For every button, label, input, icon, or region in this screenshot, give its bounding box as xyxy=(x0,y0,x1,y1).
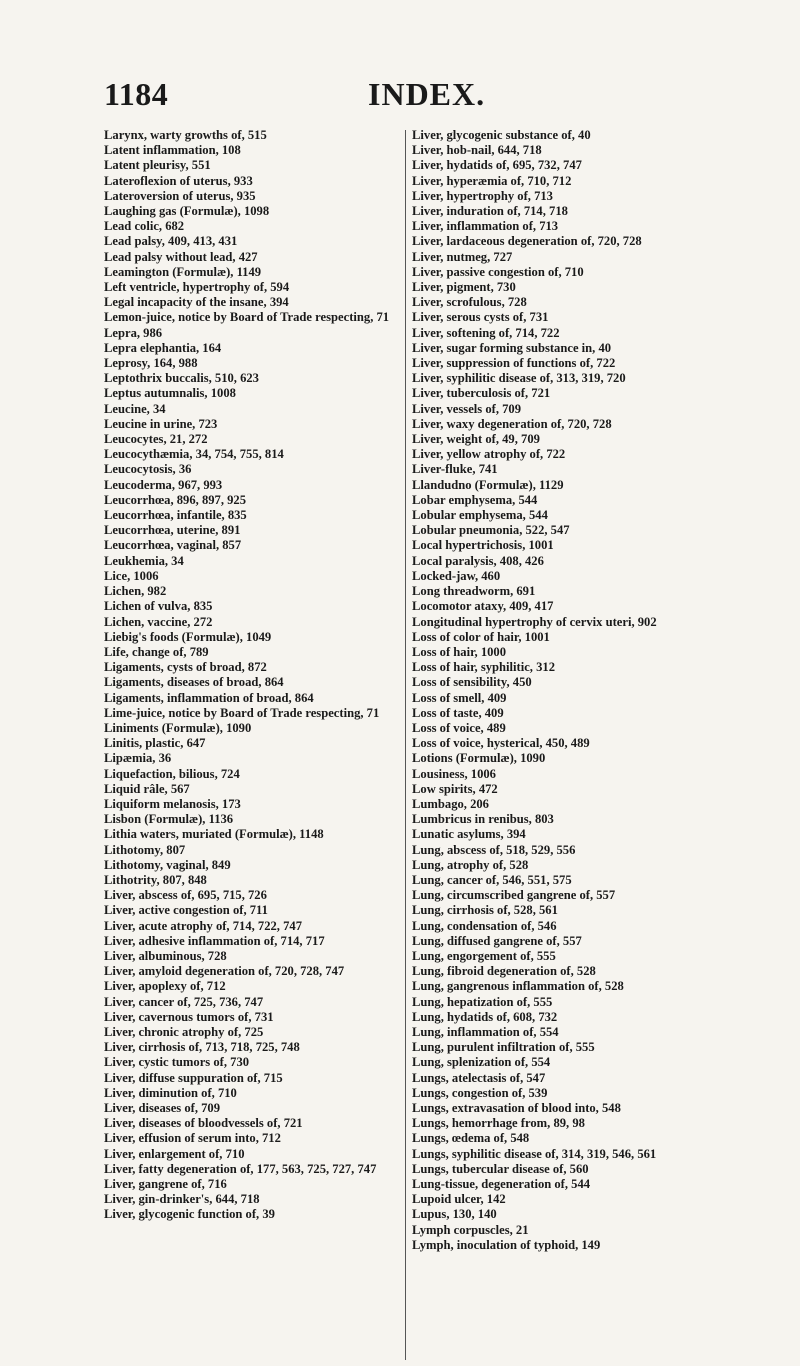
index-entry: Lung, hydatids of, 608, 732 xyxy=(412,1009,558,1024)
index-entry: Leamington (Formulæ), 1149 xyxy=(104,264,262,279)
index-entry: Lungs, tubercular disease of, 560 xyxy=(412,1161,589,1176)
index-entry: Loss of taste, 409 xyxy=(412,705,504,720)
index-entry: Liver, scrofulous, 728 xyxy=(412,295,527,310)
index-entry: Lung, diffused gangrene of, 557 xyxy=(412,933,582,948)
index-entry: Lung, engorgement of, 555 xyxy=(412,948,556,963)
index-entry: Liver, glycogenic substance of, 40 xyxy=(412,128,591,142)
index-entry: Larynx, warty growths of, 515 xyxy=(104,128,267,142)
index-entry: Lung, purulent infiltration of, 555 xyxy=(412,1040,595,1055)
index-entry: Liver-fluke, 741 xyxy=(412,462,498,477)
index-entry: Lobar emphysema, 544 xyxy=(412,492,538,507)
index-entry: Lungs, syphilitic disease of, 314, 319, 546, 561 xyxy=(412,1146,657,1161)
index-entry: Lemon-juice, notice by Board of Trade respecting, 71 xyxy=(104,310,390,325)
index-entry: Liver, tuberculosis of, 721 xyxy=(412,386,551,401)
index-entry: Ligaments, inflammation of broad, 864 xyxy=(104,690,314,705)
index-entry: Leptus autumnalis, 1008 xyxy=(104,386,236,401)
index-entry: Local paralysis, 408, 426 xyxy=(412,553,544,568)
index-entry: Liver, waxy degeneration of, 720, 728 xyxy=(412,416,612,431)
index-entry: Liver, enlargement of, 710 xyxy=(104,1146,245,1161)
index-entry: Leucocythæmia, 34, 754, 755, 814 xyxy=(104,447,284,462)
index-entry: Liver, effusion of serum into, 712 xyxy=(104,1131,281,1146)
page-number: 1184 xyxy=(104,76,169,112)
index-entry: Liver, apoplexy of, 712 xyxy=(104,979,226,994)
index-entry: Lithotrity, 807, 848 xyxy=(104,872,207,887)
index-entry: Lunatic asylums, 394 xyxy=(412,827,526,842)
index-entry: Liver, sugar forming substance in, 40 xyxy=(412,340,612,355)
index-entry: Liver, albuminous, 728 xyxy=(104,948,227,963)
index-entry: Liver, cancer of, 725, 736, 747 xyxy=(104,994,264,1009)
index-entry: Liebig's foods (Formulæ), 1049 xyxy=(104,629,272,644)
index-entry: Life, change of, 789 xyxy=(104,644,209,659)
index-entry: Liver, hyperæmia of, 710, 712 xyxy=(412,173,572,188)
index-entry: Liver, active congestion of, 711 xyxy=(104,903,268,918)
index-entry: Legal incapacity of the insane, 394 xyxy=(104,295,289,310)
index-entry: Leukhemia, 34 xyxy=(104,553,184,568)
column-divider xyxy=(405,130,406,1360)
index-entry: Loss of smell, 409 xyxy=(412,690,507,705)
index-entry: Lotions (Formulæ), 1090 xyxy=(412,751,546,766)
index-entry: Lung, cancer of, 546, 551, 575 xyxy=(412,872,572,887)
index-entry: Liver, amyloid degeneration of, 720, 728, 747 xyxy=(104,964,345,979)
index-entry: Loss of sensibility, 450 xyxy=(412,675,532,690)
index-entry: Liver, softening of, 714, 722 xyxy=(412,325,560,340)
index-entry: Laughing gas (Formulæ), 1098 xyxy=(104,204,270,219)
index-entry: Left ventricle, hypertrophy of, 594 xyxy=(104,280,290,295)
index-entry: Liver, glycogenic function of, 39 xyxy=(104,1207,275,1222)
index-entry: Low spirits, 472 xyxy=(412,781,498,796)
index-entry: Lung, splenization of, 554 xyxy=(412,1055,551,1070)
index-entry: Lumbricus in renibus, 803 xyxy=(412,812,554,827)
index-entry: Liver, diminution of, 710 xyxy=(104,1085,237,1100)
index-entry: Lead palsy, 409, 413, 431 xyxy=(104,234,238,249)
index-entry: Liver, gangrene of, 716 xyxy=(104,1177,227,1192)
index-entry: Liver, lardaceous degeneration of, 720, 728 xyxy=(412,234,642,249)
index-entry: Liver, serous cysts of, 731 xyxy=(412,310,549,325)
index-entry: Liver, pigment, 730 xyxy=(412,280,516,295)
index-entry: Locomotor ataxy, 409, 417 xyxy=(412,599,554,614)
index-entry: Loss of hair, syphilitic, 312 xyxy=(412,660,555,675)
index-entry: Lupus, 130, 140 xyxy=(412,1207,497,1222)
index-entry: Leucorrhœa, infantile, 835 xyxy=(104,508,247,523)
index-entry: Local hypertrichosis, 1001 xyxy=(412,538,554,553)
index-entry: Liver, cirrhosis of, 713, 718, 725, 748 xyxy=(104,1040,300,1055)
index-entry: Leucine in urine, 723 xyxy=(104,416,218,431)
index-entry: Leptothrix buccalis, 510, 623 xyxy=(104,371,259,386)
page-header xyxy=(0,76,800,116)
index-entry: Lice, 1006 xyxy=(104,568,159,583)
index-entry: Liver, chronic atrophy of, 725 xyxy=(104,1024,264,1039)
index-entry: Lungs, congestion of, 539 xyxy=(412,1085,548,1100)
index-entry: Liver, induration of, 714, 718 xyxy=(412,204,568,219)
index-entry: Lung, atrophy of, 528 xyxy=(412,857,529,872)
page-title: INDEX. xyxy=(368,76,486,112)
index-entry: Leucocytes, 21, 272 xyxy=(104,432,208,447)
index-entry: Lobular pneumonia, 522, 547 xyxy=(412,523,570,538)
index-entry: Ligaments, diseases of broad, 864 xyxy=(104,675,284,690)
index-entry: Liver, acute atrophy of, 714, 722, 747 xyxy=(104,918,302,933)
index-entry: Liver, hypertrophy of, 713 xyxy=(412,188,553,203)
index-entry: Lung, inflammation of, 554 xyxy=(412,1024,559,1039)
index-entry: Loss of hair, 1000 xyxy=(412,644,507,659)
index-column-right xyxy=(412,128,712,1253)
index-entry: Liver, vessels of, 709 xyxy=(412,401,522,416)
index-entry: Leucine, 34 xyxy=(104,401,166,416)
index-entry: Lupoid ulcer, 142 xyxy=(412,1192,506,1207)
index-entry: Leucocytosis, 36 xyxy=(104,462,192,477)
index-column-left xyxy=(104,128,400,1223)
index-entry: Lime-juice, notice by Board of Trade respecting, 71 xyxy=(104,705,380,720)
index-entry: Leucorrhœa, uterine, 891 xyxy=(104,523,241,538)
index-entry: Liver, passive congestion of, 710 xyxy=(412,264,584,279)
index-entry: Lungs, extravasation of blood into, 548 xyxy=(412,1101,621,1115)
index-entry: Lepra elephantia, 164 xyxy=(104,340,222,355)
index-entry: Lateroflexion of uterus, 933 xyxy=(104,173,253,188)
index-entry: Lichen of vulva, 835 xyxy=(104,599,213,614)
index-entry: Lymph, inoculation of typhoid, 149 xyxy=(412,1237,601,1252)
index-entry: Lichen, vaccine, 272 xyxy=(104,614,213,629)
index-entry: Loss of voice, 489 xyxy=(412,720,506,735)
index-entry: Lymph corpuscles, 21 xyxy=(412,1222,529,1237)
index-entry: Liquid râle, 567 xyxy=(104,781,190,796)
index-entry: Lung, abscess of, 518, 529, 556 xyxy=(412,842,576,857)
index-entry: Lung, fibroid degeneration of, 528 xyxy=(412,964,596,979)
index-entry: Liquiform melanosis, 173 xyxy=(104,796,241,811)
index-entry: Loss of color of hair, 1001 xyxy=(412,629,550,644)
index-entry: Lungs, œdema of, 548 xyxy=(412,1131,530,1146)
index-entry: Lithia waters, muriated (Formulæ), 1148 xyxy=(104,827,324,842)
index-entry: Loss of voice, hysterical, 450, 489 xyxy=(412,736,590,751)
index-entry: Liver, gin-drinker's, 644, 718 xyxy=(104,1192,260,1207)
index-entry: Lead palsy without lead, 427 xyxy=(104,249,258,264)
index-entry: Liver, cavernous tumors of, 731 xyxy=(104,1009,274,1024)
index-entry: Lung, hepatization of, 555 xyxy=(412,994,553,1009)
index-entry: Liver, hydatids of, 695, 732, 747 xyxy=(412,158,582,173)
index-entry: Ligaments, cysts of broad, 872 xyxy=(104,660,267,675)
index-entry: Locked-jaw, 460 xyxy=(412,568,501,583)
index-entry: Liver, weight of, 49, 709 xyxy=(412,432,540,447)
index-entry: Lung-tissue, degeneration of, 544 xyxy=(412,1177,591,1192)
index-entry: Lungs, hemorrhage from, 89, 98 xyxy=(412,1116,585,1131)
index-entry: Liniments (Formulæ), 1090 xyxy=(104,720,252,735)
index-entry: Lobular emphysema, 544 xyxy=(412,508,548,523)
index-entry: Liver, diseases of, 709 xyxy=(104,1101,221,1115)
index-entry: Leucoderma, 967, 993 xyxy=(104,477,223,492)
index-entry: Liver, cystic tumors of, 730 xyxy=(104,1055,250,1070)
index-entry: Liver, hob-nail, 644, 718 xyxy=(412,143,542,158)
index-entry: Liver, yellow atrophy of, 722 xyxy=(412,447,566,462)
index-entry: Lead colic, 682 xyxy=(104,219,185,234)
index-entry: Lisbon (Formulæ), 1136 xyxy=(104,812,234,827)
index-entry: Liver, syphilitic disease of, 313, 319, 720 xyxy=(412,371,626,386)
index-entry: Lung, cirrhosis of, 528, 561 xyxy=(412,903,558,918)
index-entry: Liver, diffuse suppuration of, 715 xyxy=(104,1070,283,1085)
index-entry: Lousiness, 1006 xyxy=(412,766,496,781)
index-entry: Lipæmia, 36 xyxy=(104,751,172,766)
index-entry: Lateroversion of uterus, 935 xyxy=(104,188,256,203)
index-entry: Longitudinal hypertrophy of cervix uteri, 902 xyxy=(412,614,657,629)
index-entry: Linitis, plastic, 647 xyxy=(104,736,206,751)
index-entry: Liver, abscess of, 695, 715, 726 xyxy=(104,888,267,903)
index-entry: Lung, condensation of, 546 xyxy=(412,918,557,933)
index-entry: Liver, adhesive inflammation of, 714, 717 xyxy=(104,933,325,948)
index-entry: Leprosy, 164, 988 xyxy=(104,356,198,371)
index-entry: Lung, circumscribed gangrene of, 557 xyxy=(412,888,616,903)
index-entry: Liver, fatty degeneration of, 177, 563, 725, 727, 747 xyxy=(104,1161,377,1176)
index-entry: Lung, gangrenous inflammation of, 528 xyxy=(412,979,624,994)
index-entry: Latent pleurisy, 551 xyxy=(104,158,211,173)
index-entry: Lungs, atelectasis of, 547 xyxy=(412,1070,546,1085)
index-entry: Llandudno (Formulæ), 1129 xyxy=(412,477,564,492)
index-entry: Leucorrhœa, vaginal, 857 xyxy=(104,538,242,553)
index-entry: Liver, nutmeg, 727 xyxy=(412,249,513,264)
index-entry: Leucorrhœa, 896, 897, 925 xyxy=(104,492,247,507)
index-entry: Lithotomy, vaginal, 849 xyxy=(104,857,231,872)
index-entry: Long threadworm, 691 xyxy=(412,584,536,599)
index-entry: Lithotomy, 807 xyxy=(104,842,186,857)
index-entry: Lepra, 986 xyxy=(104,325,163,340)
index-entry: Latent inflammation, 108 xyxy=(104,143,241,158)
index-entry: Liver, suppression of functions of, 722 xyxy=(412,356,616,371)
index-entry: Liver, diseases of bloodvessels of, 721 xyxy=(104,1116,303,1131)
index-entry: Lumbago, 206 xyxy=(412,796,489,811)
index-entry: Lichen, 982 xyxy=(104,584,167,599)
index-entry: Liquefaction, bilious, 724 xyxy=(104,766,240,781)
index-entry: Liver, inflammation of, 713 xyxy=(412,219,559,234)
